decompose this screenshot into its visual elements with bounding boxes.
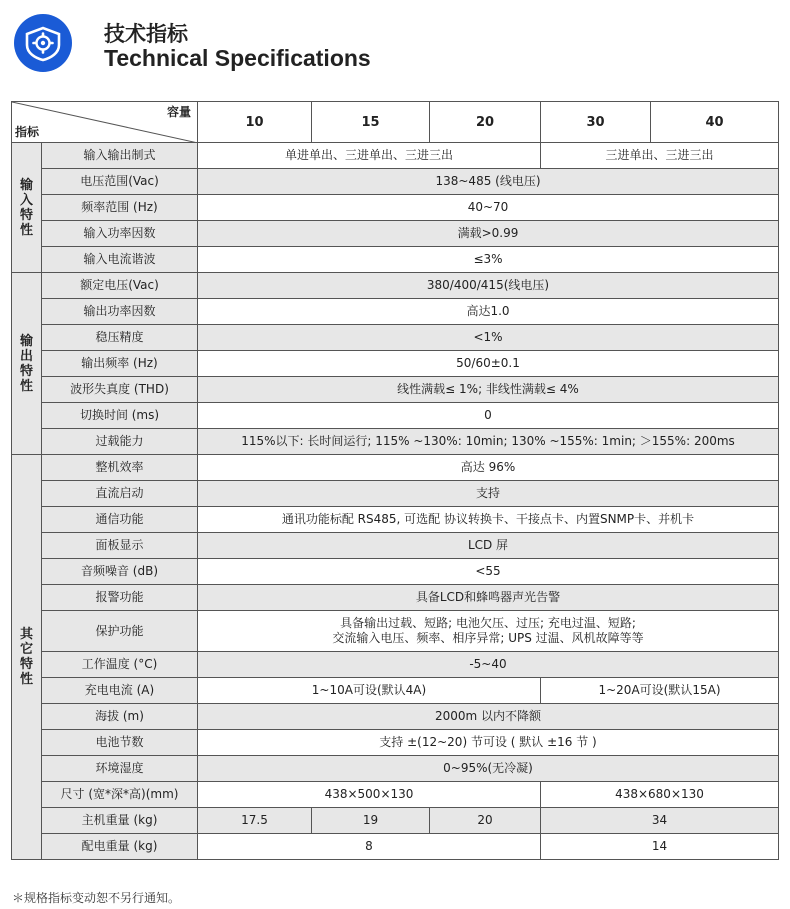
row-value: 高达 96% xyxy=(198,455,779,481)
row-label: 环境湿度 xyxy=(42,756,198,782)
table-row xyxy=(12,481,779,507)
row-value: 438×500×130 xyxy=(198,782,541,808)
row-label: 电池节数 xyxy=(42,730,198,756)
table-row xyxy=(12,455,779,481)
capacity-30: 30 xyxy=(541,102,651,143)
table-row xyxy=(12,730,779,756)
corner-capacity-label: 容量 xyxy=(166,105,191,119)
table-row xyxy=(12,585,779,611)
row-value: 20 xyxy=(430,808,541,834)
row-label: 稳压精度 xyxy=(42,325,198,351)
row-value: 138~485 (线电压) xyxy=(198,169,779,195)
row-value: LCD 屏 xyxy=(198,533,779,559)
table-row xyxy=(12,834,779,860)
row-label: 输入输出制式 xyxy=(42,143,198,169)
row-value: 具备LCD和蜂鸣器声光告警 xyxy=(198,585,779,611)
row-value: ≤3% xyxy=(198,247,779,273)
row-value: <1% xyxy=(198,325,779,351)
table-row xyxy=(12,325,779,351)
row-value: 线性满载≤ 1%; 非线性满载≤ 4% xyxy=(198,377,779,403)
table-row xyxy=(12,559,779,585)
table-row xyxy=(12,351,779,377)
row-label: 过载能力 xyxy=(42,429,198,455)
gear-shield-icon xyxy=(14,14,72,72)
row-label: 充电电流 (A) xyxy=(42,678,198,704)
row-value: 19 xyxy=(312,808,430,834)
row-value: 0 xyxy=(198,403,779,429)
row-label: 海拔 (m) xyxy=(42,704,198,730)
row-value: 通讯功能标配 RS485, 可选配 协议转换卡、干接点卡、内置SNMP卡、并机卡 xyxy=(198,507,779,533)
table-row xyxy=(12,652,779,678)
row-label: 音频噪音 (dB) xyxy=(42,559,198,585)
table-row xyxy=(12,143,779,169)
row-value: 三进单出、三进三出 xyxy=(541,143,779,169)
footnote: ＊规格指标变动恕不另行通知。 xyxy=(12,891,181,905)
row-value: <55 xyxy=(198,559,779,585)
row-label: 切换时间 (ms) xyxy=(42,403,198,429)
row-label: 主机重量 (kg) xyxy=(42,808,198,834)
row-value: 115%以下: 长时间运行; 115% ~130%: 10min; 130% ~155%: 1min; ＞155%: 200ms xyxy=(198,429,779,455)
spec-table xyxy=(11,101,779,860)
row-value: 34 xyxy=(541,808,779,834)
row-value: 14 xyxy=(541,834,779,860)
table-row xyxy=(12,247,779,273)
row-label: 输入功率因数 xyxy=(42,221,198,247)
row-label: 整机效率 xyxy=(42,455,198,481)
page-title-cn: 技术指标 xyxy=(104,22,188,46)
protection-line-1: 具备输出过载、短路; 电池欠压、过压; 充电过温、短路; xyxy=(340,616,636,630)
group-output-label: 输 出 特 性 xyxy=(12,273,42,455)
table-row xyxy=(12,808,779,834)
row-value: 1~10A可设(默认4A) xyxy=(198,678,541,704)
group-input-label: 输 入 特 性 xyxy=(12,143,42,273)
group-other-label: 其 它 特 性 xyxy=(12,455,42,860)
table-row xyxy=(12,195,779,221)
row-label: 电压范围(Vac) xyxy=(42,169,198,195)
row-label: 面板显示 xyxy=(42,533,198,559)
row-value: 1~20A可设(默认15A) xyxy=(541,678,779,704)
table-row xyxy=(12,611,779,652)
table-row xyxy=(12,507,779,533)
table-row xyxy=(12,377,779,403)
table-row xyxy=(12,273,779,299)
table-row xyxy=(12,533,779,559)
row-label: 频率范围 (Hz) xyxy=(42,195,198,221)
capacity-10: 10 xyxy=(198,102,312,143)
page-title-en: Technical Specifications xyxy=(104,45,371,71)
corner-indicator-label: 指标 xyxy=(15,125,40,139)
row-label: 直流启动 xyxy=(42,481,198,507)
row-label: 通信功能 xyxy=(42,507,198,533)
row-value: 380/400/415(线电压) xyxy=(198,273,779,299)
row-value xyxy=(198,611,779,652)
row-value: 单进单出、三进单出、三进三出 xyxy=(198,143,541,169)
capacity-40: 40 xyxy=(651,102,779,143)
row-value: 8 xyxy=(198,834,541,860)
row-label: 保护功能 xyxy=(42,611,198,652)
row-label: 输入电流谐波 xyxy=(42,247,198,273)
table-row xyxy=(12,221,779,247)
corner-cell xyxy=(12,102,198,143)
row-value: 17.5 xyxy=(198,808,312,834)
row-label: 尺寸 (宽*深*高)(mm) xyxy=(42,782,198,808)
capacity-header-row xyxy=(12,102,779,143)
row-label: 输出频率 (Hz) xyxy=(42,351,198,377)
row-value: 支持 ±(12~20) 节可设 ( 默认 ±16 节 ) xyxy=(198,730,779,756)
table-row xyxy=(12,678,779,704)
row-value: -5~40 xyxy=(198,652,779,678)
table-row xyxy=(12,782,779,808)
table-row xyxy=(12,403,779,429)
row-label: 额定电压(Vac) xyxy=(42,273,198,299)
row-label: 配电重量 (kg) xyxy=(42,834,198,860)
table-row xyxy=(12,756,779,782)
capacity-15: 15 xyxy=(312,102,430,143)
row-label: 报警功能 xyxy=(42,585,198,611)
row-value: 40~70 xyxy=(198,195,779,221)
row-label: 工作温度 (°C) xyxy=(42,652,198,678)
protection-line-2: 交流输入电压、频率、相序异常; UPS 过温、风机故障等等 xyxy=(332,631,644,645)
capacity-20: 20 xyxy=(430,102,541,143)
table-row xyxy=(12,299,779,325)
table-row xyxy=(12,169,779,195)
row-value: 支持 xyxy=(198,481,779,507)
row-value: 0~95%(无冷凝) xyxy=(198,756,779,782)
row-value: 高达1.0 xyxy=(198,299,779,325)
table-row xyxy=(12,704,779,730)
row-value: 2000m 以内不降额 xyxy=(198,704,779,730)
table-row xyxy=(12,429,779,455)
row-value: 50/60±0.1 xyxy=(198,351,779,377)
row-label: 波形失真度 (THD) xyxy=(42,377,198,403)
row-label: 输出功率因数 xyxy=(42,299,198,325)
row-value: 438×680×130 xyxy=(541,782,779,808)
row-value: 满载>0.99 xyxy=(198,221,779,247)
